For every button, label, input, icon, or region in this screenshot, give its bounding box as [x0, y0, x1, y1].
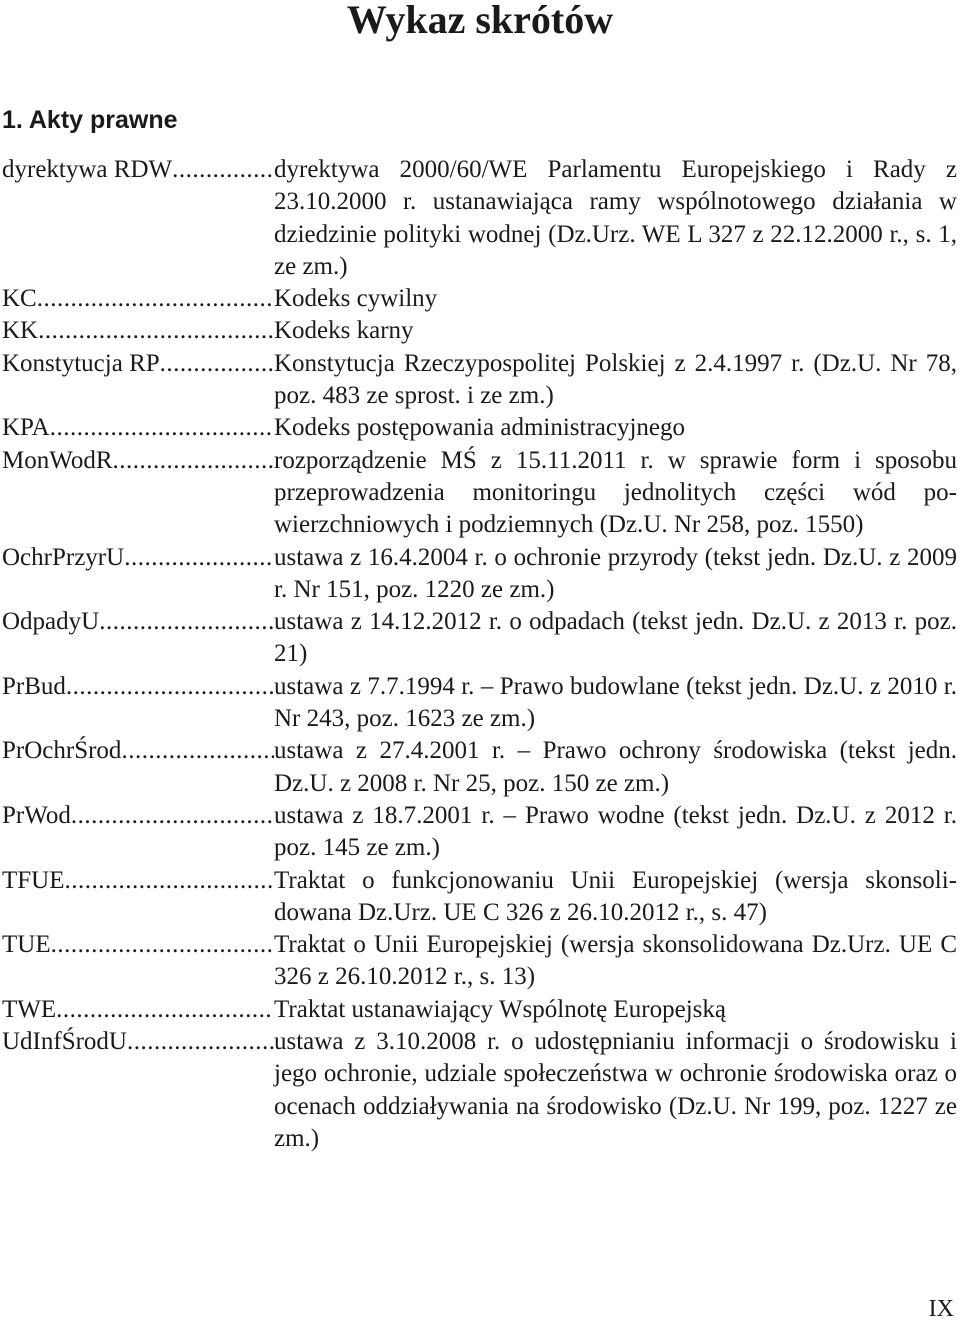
- abbreviation-term: OdpadyU .....: [2, 606, 274, 638]
- dot-leader: [50, 412, 274, 444]
- abbreviation-definition: Traktat ustanawiający Wspólnotę Europejską: [274, 995, 726, 1023]
- dot-leader: [66, 671, 274, 703]
- list-item: [2, 1026, 957, 1155]
- abbreviation-definition: ustawa z 16.4.2004 r. o ochronie przyrody (tekst jedn. Dz.U. z 2009 r. Nr 151, poz. 1220 ze zm.): [274, 543, 957, 603]
- list-item: [2, 800, 957, 865]
- dot-leader: [65, 865, 275, 897]
- abbreviation-definition: Traktat o funkcjonowaniu Unii Europejskiej (wersja skonsolidowana Dz.Urz. UE C 326 z 26.10.2012 r., s. 47): [274, 866, 957, 926]
- abbreviation-definition: Kodeks postępowania administracyjnego: [274, 414, 686, 442]
- abbreviation-term: TFUE .....: [2, 865, 274, 897]
- abbreviation-term: OchrPrzyrU .....: [2, 542, 274, 574]
- list-item: [2, 315, 957, 347]
- list-item: [2, 445, 957, 542]
- list-item: [2, 865, 957, 930]
- abbreviation-definition: dyrektywa 2000/60/WE Parlamentu Europejskiego i Rady z 23.10.2000 r. ustanawiająca ramy wspólnotowego działania w dziedzinie polityki wodnej (Dz.Urz. WE L 327 z 22.12.2000 r., s. 1, ze zm.): [274, 156, 957, 280]
- abbreviation-term: UdInfŚrodU .....: [2, 1026, 274, 1058]
- abbreviation-definition: ustawa z 18.7.2001 r. – Prawo wodne (tekst jedn. Dz.U. z 2012 r. poz. 145 ze zm.): [274, 801, 957, 862]
- list-item: [2, 606, 957, 671]
- dot-leader: [38, 315, 274, 347]
- dot-leader: [160, 348, 274, 380]
- dot-leader: [172, 154, 274, 186]
- dot-leader: [113, 445, 275, 477]
- abbreviation-term: KC .....: [2, 283, 274, 315]
- list-item: [2, 542, 957, 607]
- list-item: [2, 994, 957, 1026]
- abbreviation-term: MonWodR .....: [2, 445, 274, 477]
- abbreviation-term: TUE .....: [2, 929, 274, 961]
- abbreviation-term: Konstytucja RP .....: [2, 348, 274, 380]
- abbreviation-definition: ustawa z 14.12.2012 r. o odpadach (tekst jedn. Dz.U. z 2013 r. poz. 21): [274, 608, 957, 668]
- abbreviation-definition: Konstytucja Rzeczypospolitej Polskiej z 2.4.1997 r. (Dz.U. Nr 78, poz. 483 ze sprost. i ze zm.): [274, 349, 957, 410]
- dot-leader: [51, 929, 274, 961]
- abbreviation-term: KK .....: [2, 315, 274, 347]
- abbreviation-term: dyrektywa RDW .....: [2, 154, 274, 186]
- dot-leader: [71, 800, 274, 832]
- abbreviation-term: PrBud .....: [2, 671, 274, 703]
- page-title: Wykaz skrótów: [346, 0, 614, 42]
- list-item: [2, 929, 957, 994]
- list-item: [2, 283, 957, 315]
- abbreviation-definition: ustawa z 27.4.2001 r. – Prawo ochrony środowiska (tekst jedn. Dz.U. z 2008 r. Nr 25, poz. 150 ze zm.): [274, 737, 957, 797]
- dot-leader: [127, 1026, 274, 1058]
- abbreviation-term: PrWod .....: [2, 800, 274, 832]
- dot-leader: [124, 542, 274, 574]
- list-item: [2, 412, 957, 444]
- abbreviation-definition: Traktat o Unii Europejskiej (wersja skonsolidowana Dz.Urz. UE C 326 z 26.10.2012 r., s. 13): [274, 931, 957, 991]
- abbreviation-definition: ustawa z 3.10.2008 r. o udostępnianiu informacji o środowisku i jego ochronie, udziale społeczeństwa w ochronie środowiska oraz o ocenach oddziaływania na środowisko (Dz.U. Nr 199, poz. 1227 ze zm.): [274, 1028, 957, 1152]
- page-number: IX: [928, 1296, 954, 1322]
- list-item: [2, 348, 957, 413]
- abbreviation-term: TWE .....: [2, 994, 274, 1026]
- abbreviation-definition: Kodeks cywilny: [274, 285, 438, 313]
- dot-leader: [37, 283, 274, 315]
- abbreviation-list: [2, 154, 957, 1155]
- list-item: [2, 671, 957, 736]
- dot-leader: [99, 606, 274, 638]
- section-heading: 1. Akty prawne: [2, 106, 178, 134]
- abbreviation-term: KPA .....: [2, 412, 274, 444]
- abbreviation-definition: ustawa z 7.7.1994 r. – Prawo budowlane (tekst jedn. Dz.U. z 2010 r. Nr 243, poz. 1623 ze zm.): [274, 672, 957, 733]
- abbreviation-definition: rozporządzenie MŚ z 15.11.2011 r. w sprawie form i sposobu przeprowadzenia monitoringu jednolitych części wód powierzchniowych i podziemnych (Dz.U. Nr 258, poz. 1550): [274, 446, 957, 539]
- dot-leader: [121, 735, 274, 767]
- abbreviation-definition: Kodeks karny: [274, 317, 414, 345]
- abbreviation-term: PrOchrŚrod .....: [2, 735, 274, 767]
- list-item: [2, 154, 957, 283]
- list-item: [2, 735, 957, 800]
- dot-leader: [56, 994, 274, 1026]
